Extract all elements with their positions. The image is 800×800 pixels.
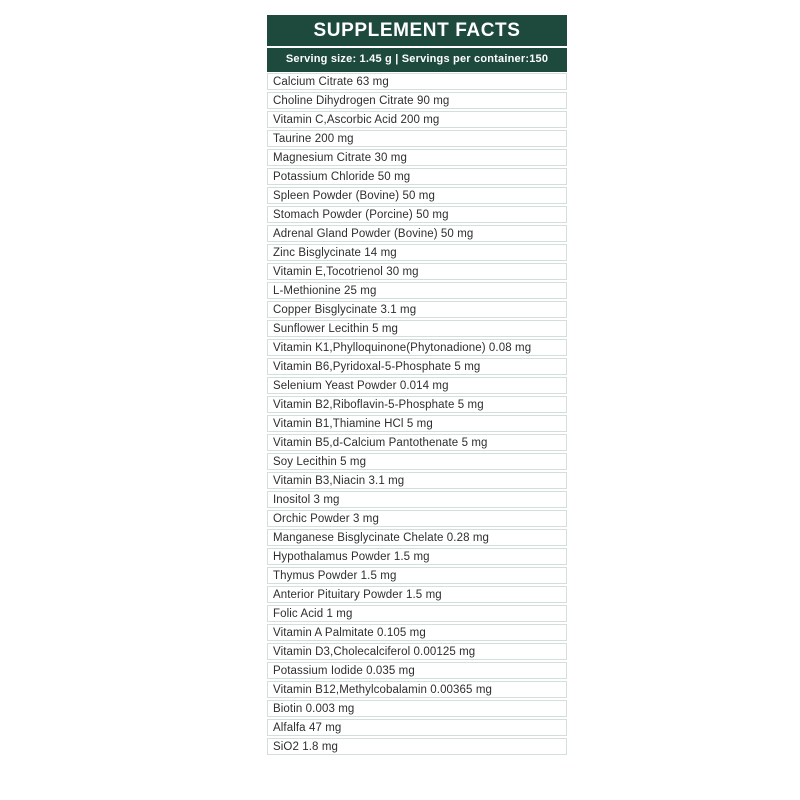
panel-title: SUPPLEMENT FACTS (313, 20, 521, 41)
ingredient-row: Potassium Chloride 50 mg (267, 168, 567, 185)
ingredient-row: Manganese Bisglycinate Chelate 0.28 mg (267, 529, 567, 546)
ingredient-row: Biotin 0.003 mg (267, 700, 567, 717)
ingredient-row: Alfalfa 47 mg (267, 719, 567, 736)
ingredient-row: Spleen Powder (Bovine) 50 mg (267, 187, 567, 204)
ingredient-row: Vitamin B12,Methylcobalamin 0.00365 mg (267, 681, 567, 698)
ingredient-row: Stomach Powder (Porcine) 50 mg (267, 206, 567, 223)
ingredient-row: Vitamin C,Ascorbic Acid 200 mg (267, 111, 567, 128)
ingredient-row: Inositol 3 mg (267, 491, 567, 508)
ingredient-row: Hypothalamus Powder 1.5 mg (267, 548, 567, 565)
ingredient-row: Sunflower Lecithin 5 mg (267, 320, 567, 337)
ingredient-row: Folic Acid 1 mg (267, 605, 567, 622)
ingredient-row: Vitamin B2,Riboflavin-5-Phosphate 5 mg (267, 396, 567, 413)
ingredient-list (267, 73, 567, 755)
ingredient-row: Vitamin A Palmitate 0.105 mg (267, 624, 567, 641)
ingredient-row: Anterior Pituitary Powder 1.5 mg (267, 586, 567, 603)
ingredient-row: Magnesium Citrate 30 mg (267, 149, 567, 166)
ingredient-row: Thymus Powder 1.5 mg (267, 567, 567, 584)
ingredient-row: Vitamin B5,d-Calcium Pantothenate 5 mg (267, 434, 567, 451)
ingredient-row: Orchic Powder 3 mg (267, 510, 567, 527)
ingredient-row: L-Methionine 25 mg (267, 282, 567, 299)
ingredient-row: Taurine 200 mg (267, 130, 567, 147)
ingredient-row: Vitamin B1,Thiamine HCl 5 mg (267, 415, 567, 432)
ingredient-row: Vitamin B3,Niacin 3.1 mg (267, 472, 567, 489)
ingredient-row: Selenium Yeast Powder 0.014 mg (267, 377, 567, 394)
supplement-facts-header (267, 15, 567, 72)
ingredient-row: Copper Bisglycinate 3.1 mg (267, 301, 567, 318)
ingredient-row: SiO2 1.8 mg (267, 738, 567, 755)
ingredient-row: Vitamin B6,Pyridoxal-5-Phosphate 5 mg (267, 358, 567, 375)
serving-info: Serving size: 1.45 g | Servings per container:150 (285, 53, 549, 65)
ingredient-row: Adrenal Gland Powder (Bovine) 50 mg (267, 225, 567, 242)
supplement-facts-panel (267, 15, 567, 755)
ingredient-row: Potassium Iodide 0.035 mg (267, 662, 567, 679)
ingredient-row: Choline Dihydrogen Citrate 90 mg (267, 92, 567, 109)
ingredient-row: Vitamin E,Tocotrienol 30 mg (267, 263, 567, 280)
ingredient-row: Calcium Citrate 63 mg (267, 73, 567, 90)
ingredient-row: Vitamin K1,Phylloquinone(Phytonadione) 0.08 mg (267, 339, 567, 356)
ingredient-row: Soy Lecithin 5 mg (267, 453, 567, 470)
ingredient-row: Vitamin D3,Cholecalciferol 0.00125 mg (267, 643, 567, 660)
ingredient-row: Zinc Bisglycinate 14 mg (267, 244, 567, 261)
